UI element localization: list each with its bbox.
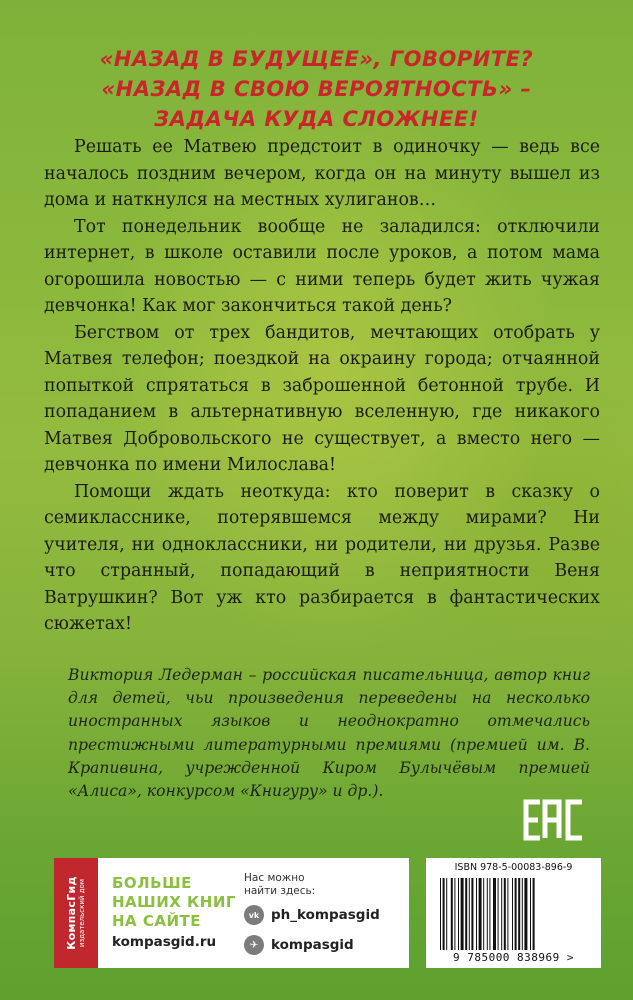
find-us-label xyxy=(244,872,315,898)
author-bio: Виктория Ледерман – российская писательница, автор книг для детей, чьи произведения переведены на несколько иностранных языков и неоднократно отмечались престижными литературными премиями (премией им. В. Крапивина, учрежденной Киром Булычёвым премией «Алиса», конкурсом «Книгуру» и др.). xyxy=(68,666,590,801)
isbn-label: ISBN 978-5-00083-896-9 xyxy=(454,862,573,873)
barcode-digits: 9 785000 838969 > xyxy=(452,951,575,964)
tagline xyxy=(0,44,633,134)
blurb-text xyxy=(44,134,600,638)
social-handle: kompasgid xyxy=(271,937,354,953)
blurb-paragraph: Помощи ждать неоткуда: кто поверит в сказку о семикласснике, потерявшемся между мирами? Ни учителя, ни одноклассники, ни родители, ни друзья. Разве что странный, попадающий в неприятности Веня Ватрушкин? Вот уж кто разбирается в фантастических сюжетах! xyxy=(44,481,600,634)
blurb-paragraph: Бегством от трех бандитов, мечтающих отобрать у Матвея телефон; поездкой на окраину города; отчаянной попыткой спрятаться в заброшенной бетонной трубе. И попаданием в альтернативную вселенную, где никакого Матвея Добровольского не существует, а вместо него — девчонка по имени Милослава! xyxy=(44,322,600,475)
promo-headline-line: БОЛЬШЕ xyxy=(112,874,192,892)
publisher-logo xyxy=(54,858,98,968)
publisher-website-link[interactable]: kompasgid.ru xyxy=(112,934,217,950)
publisher-subtitle: издательский дом xyxy=(78,878,86,948)
blurb-paragraph: Решать ее Матвею предстоит в одиночку — ведь все началось поздним вечером, когда он на минуту вышел из дома и наткнулся на местных хулиганов… xyxy=(44,137,600,210)
telegram-icon: ✈ xyxy=(244,935,264,955)
promo-headline xyxy=(112,874,236,931)
promo-headline-line: НАШИХ КНИГ xyxy=(112,893,236,911)
find-us-line: найти здесь: xyxy=(244,885,316,897)
social-handle: ph_kompasgid xyxy=(271,907,380,923)
social-link-telegram[interactable] xyxy=(244,934,354,956)
vk-icon: vk xyxy=(244,905,264,925)
barcode-icon xyxy=(438,878,590,952)
tagline-line: «НАЗАД В СВОЮ ВЕРОЯТНОСТЬ» – xyxy=(101,77,532,101)
isbn-barcode-panel xyxy=(426,858,601,968)
eac-certification-icon xyxy=(522,798,586,842)
publisher-name: КомпасГид xyxy=(65,876,78,950)
social-link-vk[interactable] xyxy=(244,904,380,926)
tagline-line: ЗАДАЧА КУДА СЛОЖНЕЕ! xyxy=(154,107,479,131)
tagline-line: «НАЗАД В БУДУЩЕЕ», ГОВОРИТЕ? xyxy=(99,47,534,71)
find-us-line: Нас можно xyxy=(244,872,305,884)
promo-headline-line: НА САЙТЕ xyxy=(112,912,202,930)
publisher-promo-panel xyxy=(54,858,409,968)
blurb-paragraph: Тот понедельник вообще не заладился: отключили интернет, в школе оставили после уроков, а потом мама огорошила новостью — с ними теперь будет жить чужая девчонка! Как мог закончиться такой день? xyxy=(44,216,600,316)
